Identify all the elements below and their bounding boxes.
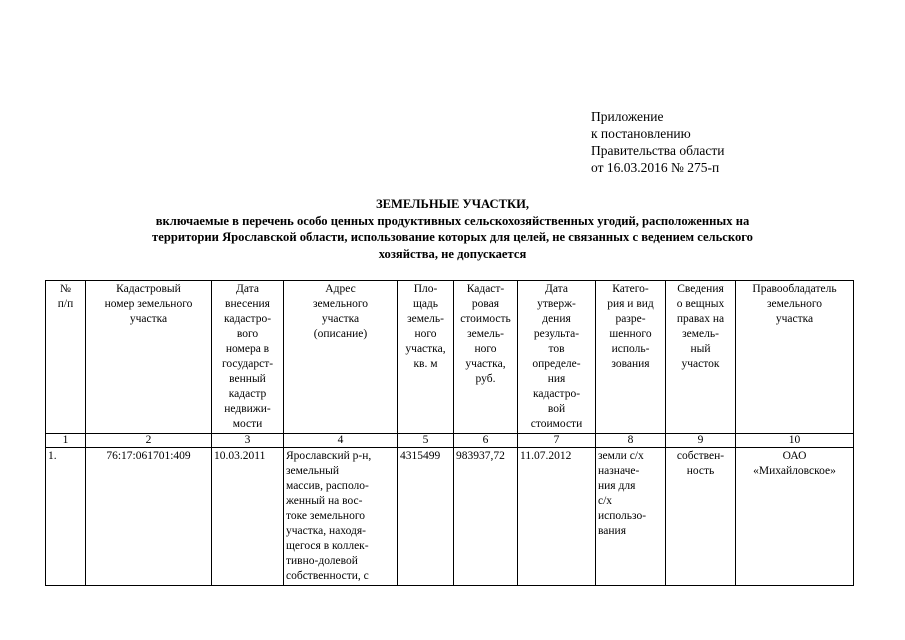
cell-line: земельный <box>286 465 340 477</box>
cell-line: зования <box>611 358 650 370</box>
annex-note <box>591 108 724 176</box>
cell-line: «Михайловское» <box>753 465 836 477</box>
cell-line: участка, <box>405 343 446 355</box>
cell-line: кадастро- <box>223 313 272 325</box>
cell-line: тов <box>548 343 565 355</box>
header-cell-num <box>46 281 86 434</box>
heading-line: включаемые в перечень особо ценных продуктивных сельскохозяйственных угодий, расположенных на <box>155 213 750 228</box>
cell-line: вой <box>547 403 566 415</box>
cell-line: земель- <box>682 328 719 340</box>
header-cell-cost <box>454 281 518 434</box>
column-number: 3 <box>212 434 284 448</box>
cell-line: государст- <box>221 358 274 370</box>
cell-line: Катего- <box>612 283 649 295</box>
cell-line: Кадастровый <box>116 283 181 295</box>
cell-line: Правообладатель <box>752 283 837 295</box>
cell-line: рия и вид <box>607 298 654 310</box>
column-number: 6 <box>454 434 518 448</box>
row-num: 1. <box>46 448 86 586</box>
heading-line: хозяйства, не допускается <box>378 246 527 261</box>
cell-line: земельного <box>312 298 369 310</box>
annex-line: к постановлению <box>591 126 691 141</box>
cell-line: токе земельного <box>286 510 366 522</box>
cell-line: массив, располо- <box>286 480 369 492</box>
cell-line: использо- <box>598 510 647 522</box>
cell-line: кадастро- <box>532 388 581 400</box>
cell-line: Дата <box>236 283 259 295</box>
cell-line: земли с/х <box>598 450 644 462</box>
cell-line: ровая <box>471 298 500 310</box>
row-cadastral-number: 76:17:061701:409 <box>86 448 212 586</box>
cell-line: ный <box>690 343 711 355</box>
row-rights <box>666 448 736 586</box>
row-cost: 983937,72 <box>454 448 518 586</box>
cell-line: ния <box>547 373 566 385</box>
cell-line: кв. м <box>413 358 438 370</box>
cell-line: правах на <box>676 313 725 325</box>
cell-line: ния для <box>598 480 636 492</box>
cell-line: стоимость <box>460 313 511 325</box>
cell-line: участок <box>681 358 720 370</box>
cell-line: участка <box>321 313 360 325</box>
column-number: 10 <box>736 434 854 448</box>
cell-line: участка <box>129 313 168 325</box>
header-cell-cadastral <box>86 281 212 434</box>
heading-line: территории Ярославской области, использование которых для целей, не связанных с ведением сельского <box>152 230 753 244</box>
cell-line: номера в <box>225 343 270 355</box>
row-owner <box>736 448 854 586</box>
cell-line: исполь- <box>611 343 650 355</box>
cell-line: номер земельного <box>104 298 193 310</box>
cell-line: собствен- <box>676 450 725 462</box>
column-number: 1 <box>46 434 86 448</box>
cell-line: вого <box>236 328 259 340</box>
cell-line: вания <box>598 525 626 537</box>
header-cell-date-entered <box>212 281 284 434</box>
cell-line: разре- <box>615 313 646 325</box>
cell-line: (описание) <box>313 328 368 340</box>
cell-line: Дата <box>545 283 568 295</box>
cell-line: Пло- <box>413 283 438 295</box>
cell-line: внесения <box>225 298 270 310</box>
land-plots-table <box>45 280 854 586</box>
cell-line: мости <box>232 418 263 430</box>
annex-line: Правительства области <box>591 143 725 158</box>
annex-line: Приложение <box>591 109 664 124</box>
header-cell-date-approved <box>518 281 596 434</box>
header-cell-rights <box>666 281 736 434</box>
cell-line: участка, находя- <box>286 525 366 537</box>
cell-line: назначе- <box>598 465 640 477</box>
column-number-row <box>46 434 854 448</box>
row-date-approved: 11.07.2012 <box>518 448 596 586</box>
cell-line: участка, <box>465 358 506 370</box>
cell-line: щегося в коллек- <box>286 540 369 552</box>
cell-line: результа- <box>533 328 580 340</box>
cell-line: участка <box>775 313 814 325</box>
header-cell-category <box>596 281 666 434</box>
header-cell-owner <box>736 281 854 434</box>
cell-line: Адрес <box>325 283 356 295</box>
cell-line: тивно-долевой <box>286 555 358 567</box>
cell-line: Сведения <box>677 283 724 295</box>
row-category <box>596 448 666 586</box>
cell-line: Кадаст- <box>466 283 505 295</box>
cell-line: кадастр <box>228 388 267 400</box>
cell-line: дения <box>542 313 571 325</box>
column-number: 2 <box>86 434 212 448</box>
cell-line: земель- <box>407 313 444 325</box>
cell-line: ОАО <box>782 450 807 462</box>
cell-line: собственности, с <box>286 570 369 582</box>
cell-line: ного <box>474 343 497 355</box>
cell-line: щадь <box>412 298 439 310</box>
cell-line: ность <box>686 465 715 477</box>
column-number: 9 <box>666 434 736 448</box>
cell-line: утверж- <box>537 298 576 310</box>
table-row <box>46 448 854 586</box>
column-number: 7 <box>518 434 596 448</box>
cell-line: ного <box>414 328 437 340</box>
document-heading <box>40 196 865 262</box>
header-row <box>46 281 854 434</box>
cell-line: определе- <box>532 358 581 370</box>
cell-line: о вещных <box>676 298 725 310</box>
header-cell-address <box>284 281 398 434</box>
document-title: ЗЕМЕЛЬНЫЕ УЧАСТКИ, <box>375 197 530 211</box>
column-number: 5 <box>398 434 454 448</box>
cell-line: шенного <box>609 328 652 340</box>
header-cell-area <box>398 281 454 434</box>
row-date-entered: 10.03.2011 <box>212 448 284 586</box>
row-area: 4315499 <box>398 448 454 586</box>
cell-line: недвижи- <box>224 403 271 415</box>
cell-line: земельного <box>766 298 823 310</box>
cell-line: стоимости <box>530 418 583 430</box>
cell-line: с/х <box>598 495 613 507</box>
cell-line: руб. <box>475 373 496 385</box>
column-number: 8 <box>596 434 666 448</box>
row-address <box>284 448 398 586</box>
cell-line: Ярославский р-н, <box>286 450 372 462</box>
cell-line: п/п <box>57 298 74 310</box>
column-number: 4 <box>284 434 398 448</box>
annex-line: от 16.03.2016 № 275-п <box>591 160 720 175</box>
cell-line: земель- <box>467 328 504 340</box>
cell-line: женный на вос- <box>286 495 363 507</box>
cell-line: венный <box>229 373 266 385</box>
cell-line: № <box>60 283 71 295</box>
